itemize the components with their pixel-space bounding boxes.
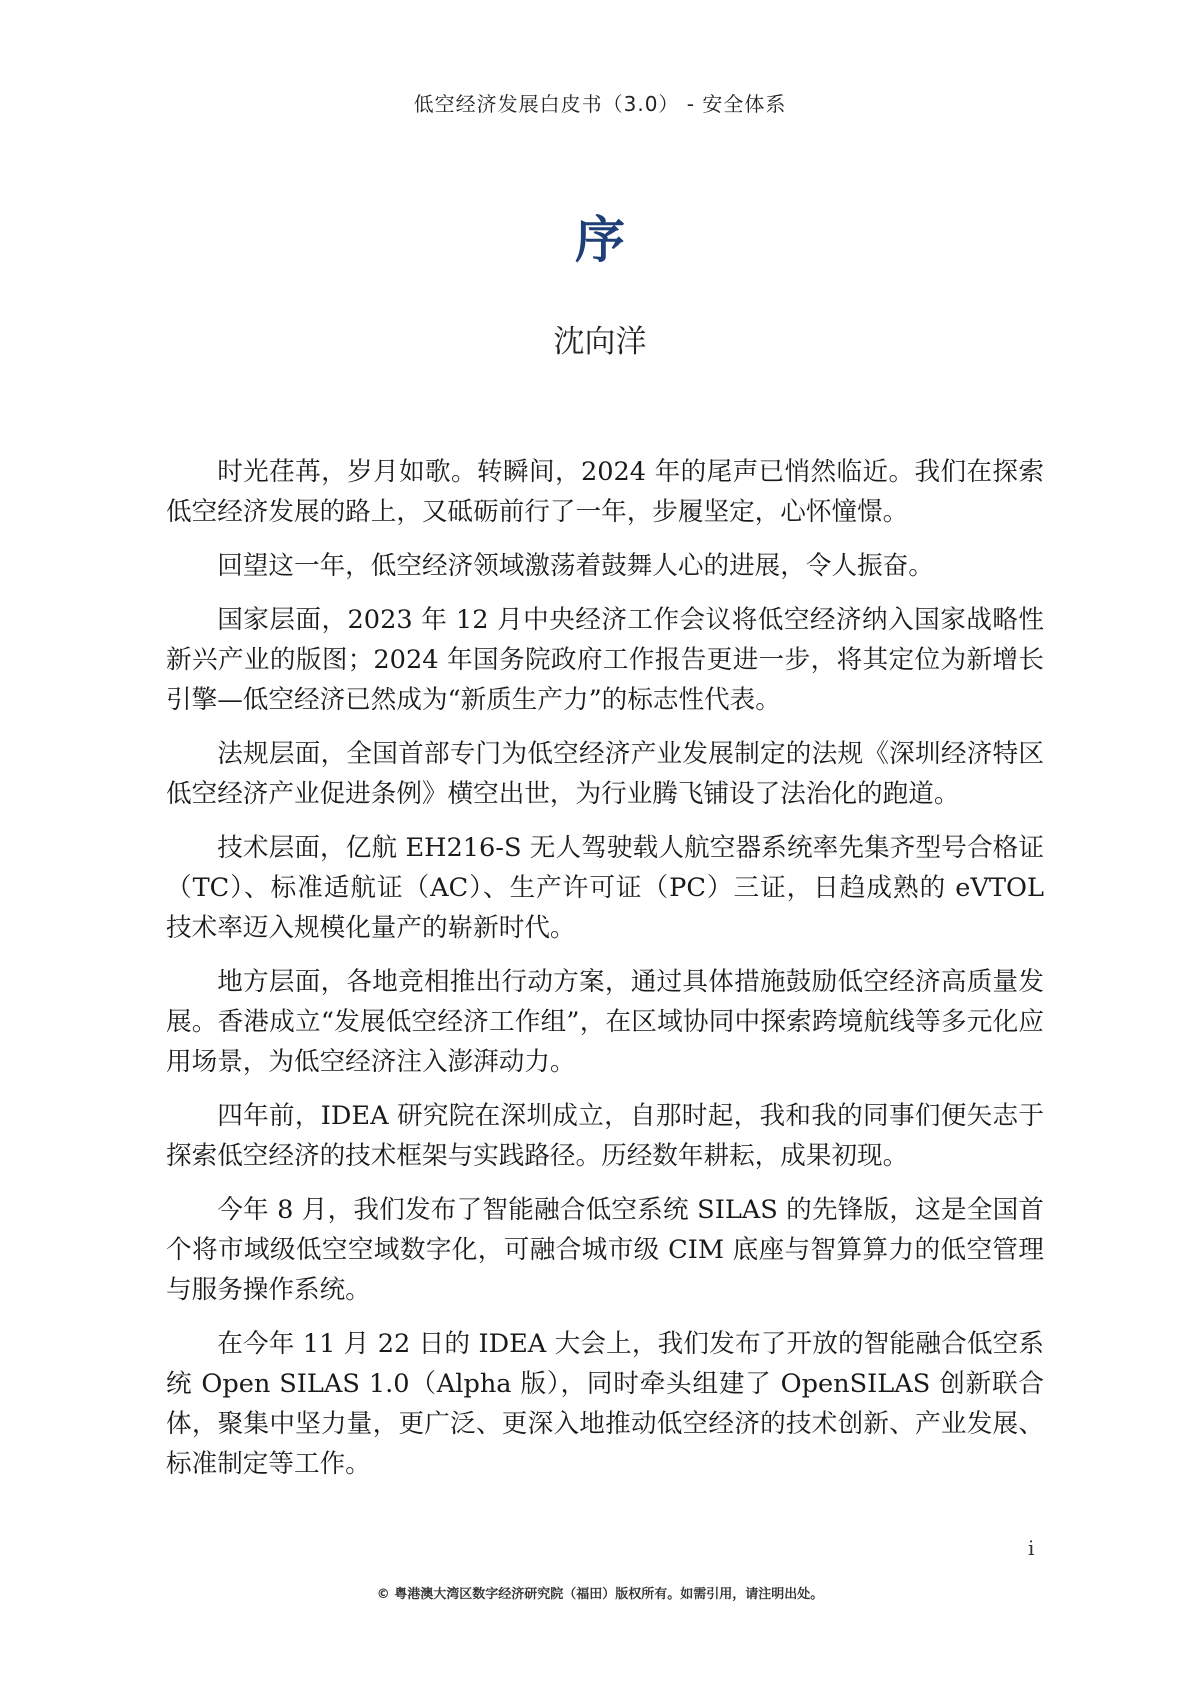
paragraph: 法规层面，全国首部专门为低空经济产业发展制定的法规《深圳经济特区低空经济产业促进条例》横空出世，为行业腾飞铺设了法治化的跑道。 bbox=[166, 739, 1044, 809]
paragraph: 今年 8 月，我们发布了智能融合低空系统 SILAS 的先锋版，这是全国首个将市域级低空空域数字化，可融合城市级 CIM 底座与智算算力的低空管理与服务操作系统。 bbox=[166, 1195, 1044, 1305]
paragraph: 时光荏苒，岁月如歌。转瞬间，2024 年的尾声已悄然临近。我们在探索低空经济发展的路上，又砥砺前行了一年，步履坚定，心怀憧憬。 bbox=[166, 457, 1044, 527]
copyright-footer: © 粤港澳大湾区数字经济研究院（福田）版权所有。如需引用，请注明出处。 bbox=[376, 1587, 824, 1602]
paragraph: 地方层面，各地竞相推出行动方案，通过具体措施鼓励低空经济高质量发展。香港成立“发展低空经济工作组”，在区域协同中探索跨境航线等多元化应用场景，为低空经济注入澎湃动力。 bbox=[166, 967, 1044, 1077]
paragraph: 四年前，IDEA 研究院在深圳成立，自那时起，我和我的同事们便矢志于探索低空经济的技术框架与实践路径。历经数年耕耘，成果初现。 bbox=[166, 1101, 1044, 1171]
paragraph: 回望这一年，低空经济领域激荡着鼓舞人心的进展，令人振奋。 bbox=[217, 551, 934, 581]
paragraph: 技术层面，亿航 EH216-S 无人驾驶载人航空器系统率先集齐型号合格证（TC）、标准适航证（AC）、生产许可证（PC）三证，日趋成熟的 eVTOL 技术率迈入规模化量产的崭新时代。 bbox=[166, 833, 1044, 943]
body-text bbox=[166, 452, 1044, 1498]
paragraph: 在今年 11 月 22 日的 IDEA 大会上，我们发布了开放的智能融合低空系统 Open SILAS 1.0（Alpha 版），同时牵头组建了 OpenSILAS 创新联合体，聚集中坚力量，更广泛、更深入地推动低空经济的技术创新、产业发展、标准制定等工作。 bbox=[166, 1329, 1044, 1479]
page-number: i bbox=[1028, 1536, 1035, 1560]
paragraph: 国家层面，2023 年 12 月中央经济工作会议将低空经济纳入国家战略性新兴产业的版图；2024 年国务院政府工作报告更进一步，将其定位为新增长引擎—低空经济已然成为“新质生产力”的标志性代表。 bbox=[166, 605, 1044, 715]
running-header: 低空经济发展白皮书（3.0） - 安全体系 bbox=[413, 92, 787, 116]
chapter-title: 序 bbox=[575, 211, 625, 269]
author-name: 沈向洋 bbox=[553, 324, 647, 360]
